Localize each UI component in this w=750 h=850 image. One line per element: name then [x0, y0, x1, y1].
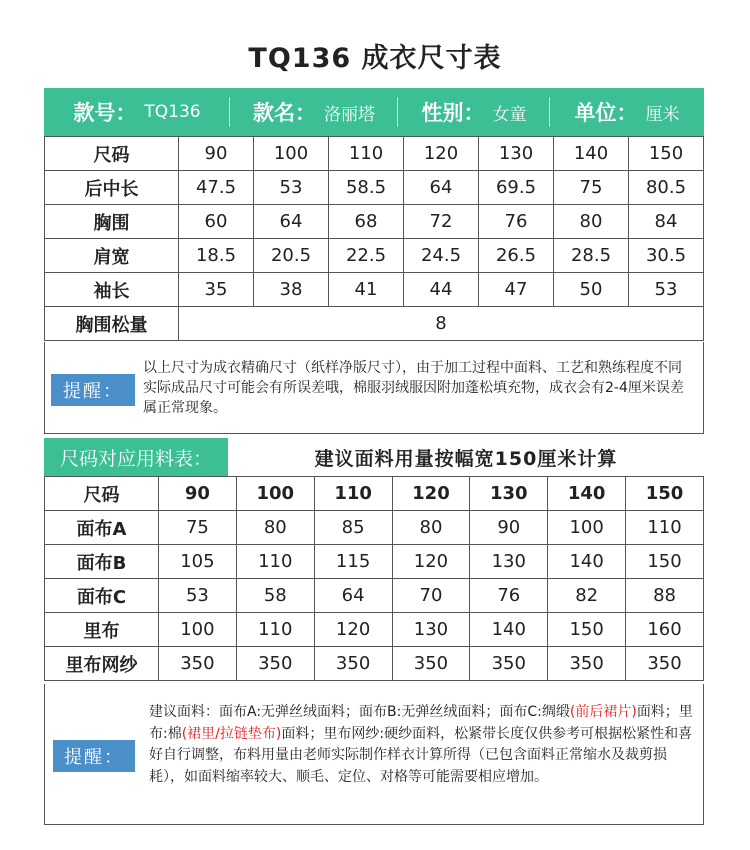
table-cell: 100 — [548, 511, 626, 545]
table-row — [45, 205, 704, 239]
table-row — [45, 137, 704, 171]
table-cell: 75 — [159, 511, 237, 545]
table-row — [45, 647, 704, 681]
table-cell: 150 — [629, 137, 704, 171]
row-label: 袖长 — [45, 273, 179, 307]
header-band — [44, 88, 704, 136]
table-cell: 84 — [629, 205, 704, 239]
style-no-value: TQ136 — [144, 102, 201, 122]
table-cell: 130 — [470, 477, 548, 511]
note-highlight: (裙里/拉链垫布) — [181, 725, 282, 742]
row-label: 里布 — [45, 613, 159, 647]
fabric-band-tag: 尺码对应用料表： — [44, 438, 228, 476]
table-cell: 30.5 — [629, 239, 704, 273]
row-label: 胸围 — [45, 205, 179, 239]
fabric-table — [44, 476, 704, 681]
gender-cell — [398, 88, 550, 136]
gender-value: 女童 — [492, 104, 527, 125]
table-cell: 140 — [548, 545, 626, 579]
table-cell: 120 — [314, 613, 392, 647]
unit-label: 单位： — [574, 101, 638, 125]
table-cell: 350 — [626, 647, 704, 681]
table-cell: 110 — [236, 545, 314, 579]
table-cell: 69.5 — [479, 171, 554, 205]
table-row — [45, 307, 704, 341]
table-cell: 85 — [314, 511, 392, 545]
table-cell: 150 — [626, 545, 704, 579]
table-cell: 90 — [179, 137, 254, 171]
note-text-part: 面料；里布网纱:硬纱面料，松紧带长度仅供参考可根据松紧性和喜好自行调整，布料用量由老师实际制作样衣计算所得（已包含面料正常缩水及裁剪损耗），如面料缩率较大、顺毛、定位、对格等可能需要相应增加。 — [149, 725, 693, 785]
style-name-cell — [230, 88, 398, 136]
reminder-badge: 提醒： — [51, 374, 135, 406]
table-cell: 53 — [254, 171, 329, 205]
table-cell: 58.5 — [329, 171, 404, 205]
table-row — [45, 613, 704, 647]
row-label: 面布B — [45, 545, 159, 579]
table-cell: 28.5 — [554, 239, 629, 273]
table-cell: 100 — [254, 137, 329, 171]
row-label: 尺码 — [45, 477, 159, 511]
table-cell: 26.5 — [479, 239, 554, 273]
table-cell: 76 — [470, 579, 548, 613]
table-cell: 140 — [554, 137, 629, 171]
table-cell: 75 — [554, 171, 629, 205]
table-cell: 76 — [479, 205, 554, 239]
unit-value: 厘米 — [645, 104, 680, 125]
style-name-label: 款名： — [253, 101, 316, 125]
note-text-2 — [149, 702, 699, 788]
table-cell: 90 — [159, 477, 237, 511]
table-cell: 130 — [470, 545, 548, 579]
note-box-1 — [44, 342, 704, 434]
table-cell: 53 — [629, 273, 704, 307]
table-row — [45, 511, 704, 545]
table-cell: 60 — [179, 205, 254, 239]
table-cell: 120 — [392, 477, 470, 511]
note-text-1: 以上尺寸为成衣精确尺寸（纸样净版尺寸），由于加工过程中面料、工艺和熟练程度不同实际成品尺寸可能会有所误差哦，棉服羽绒服因附加蓬松填充物，成衣会有2-4厘米误差属正常现象。 — [143, 360, 684, 416]
table-row — [45, 477, 704, 511]
page-title: TQ136 成衣尺寸表 — [248, 43, 502, 74]
table-cell: 20.5 — [254, 239, 329, 273]
table-cell: 70 — [392, 579, 470, 613]
table-cell: 80 — [554, 205, 629, 239]
note-highlight: (前后裙片) — [569, 704, 637, 720]
table-row — [45, 239, 704, 273]
table-cell: 120 — [404, 137, 479, 171]
table-cell: 150 — [626, 477, 704, 511]
table-row — [45, 579, 704, 613]
row-label: 肩宽 — [45, 239, 179, 273]
table-cell: 24.5 — [404, 239, 479, 273]
table-cell: 100 — [236, 477, 314, 511]
table-cell: 41 — [329, 273, 404, 307]
table-cell: 35 — [179, 273, 254, 307]
table-cell: 47 — [479, 273, 554, 307]
table-cell: 130 — [392, 613, 470, 647]
table-cell: 100 — [159, 613, 237, 647]
row-label: 面布A — [45, 511, 159, 545]
table-cell: 120 — [392, 545, 470, 579]
table-cell: 90 — [470, 511, 548, 545]
note-text-part: 面料；里布:棉 — [149, 704, 693, 742]
table-cell: 110 — [314, 477, 392, 511]
table-row — [45, 171, 704, 205]
reminder-badge: 提醒： — [53, 740, 135, 772]
table-cell: 64 — [404, 171, 479, 205]
table-cell: 160 — [626, 613, 704, 647]
style-no-cell — [44, 88, 230, 136]
note-text-part: 建议面料：面布A:无弹丝绒面料；面布B:无弹丝绒面料；面布C:绸缎 — [149, 704, 570, 720]
ease-value: 8 — [179, 307, 704, 341]
table-cell: 72 — [404, 205, 479, 239]
table-cell: 80 — [392, 511, 470, 545]
row-label: 后中长 — [45, 171, 179, 205]
style-no-label: 款号： — [73, 101, 137, 125]
table-cell: 350 — [236, 647, 314, 681]
table-cell: 110 — [329, 137, 404, 171]
table-cell: 140 — [470, 613, 548, 647]
table-cell: 64 — [254, 205, 329, 239]
table-cell: 350 — [159, 647, 237, 681]
table-cell: 47.5 — [179, 171, 254, 205]
table-cell: 53 — [159, 579, 237, 613]
table-cell: 150 — [548, 613, 626, 647]
table-cell: 58 — [236, 579, 314, 613]
table-cell: 115 — [314, 545, 392, 579]
ease-label: 胸围松量 — [45, 307, 179, 341]
table-cell: 105 — [159, 545, 237, 579]
style-name-value: 洛丽塔 — [324, 104, 375, 125]
table-cell: 82 — [548, 579, 626, 613]
fabric-band-desc: 建议面料用量按幅宽150厘米计算 — [228, 438, 704, 476]
gender-label: 性别： — [421, 101, 485, 125]
unit-cell — [550, 88, 704, 136]
table-cell: 130 — [479, 137, 554, 171]
table-cell: 50 — [554, 273, 629, 307]
note-box-2 — [44, 684, 704, 825]
fabric-band — [44, 438, 704, 476]
table-cell: 110 — [236, 613, 314, 647]
table-cell: 350 — [314, 647, 392, 681]
table-row — [45, 545, 704, 579]
table-cell: 350 — [548, 647, 626, 681]
table-cell: 22.5 — [329, 239, 404, 273]
table-cell: 80 — [236, 511, 314, 545]
row-label: 面布C — [45, 579, 159, 613]
table-cell: 44 — [404, 273, 479, 307]
size-table — [44, 136, 704, 341]
table-cell: 38 — [254, 273, 329, 307]
table-cell: 64 — [314, 579, 392, 613]
table-cell: 88 — [626, 579, 704, 613]
row-label: 尺码 — [45, 137, 179, 171]
table-cell: 18.5 — [179, 239, 254, 273]
table-cell: 68 — [329, 205, 404, 239]
table-cell: 350 — [392, 647, 470, 681]
table-cell: 80.5 — [629, 171, 704, 205]
table-cell: 110 — [626, 511, 704, 545]
table-cell: 140 — [548, 477, 626, 511]
row-label: 里布网纱 — [45, 647, 159, 681]
table-cell: 350 — [470, 647, 548, 681]
table-row — [45, 273, 704, 307]
